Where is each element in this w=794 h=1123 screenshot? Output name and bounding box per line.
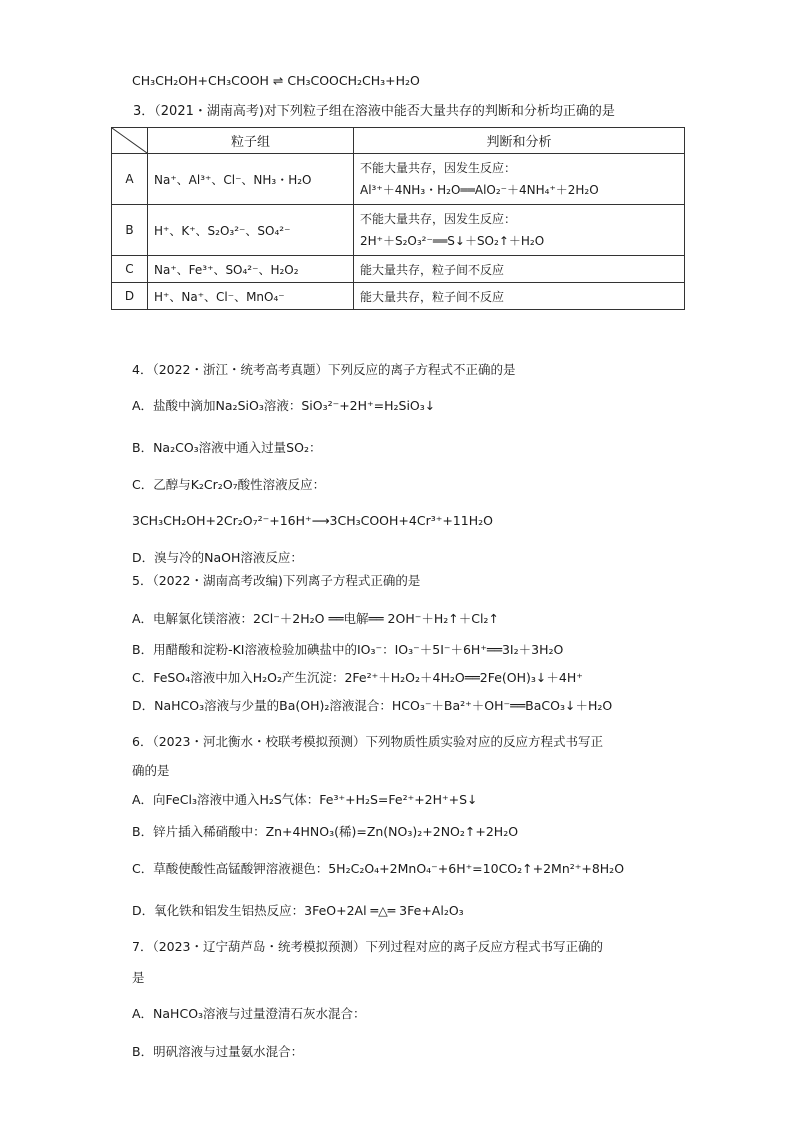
q4-option-c-equation: 3CH₃CH₂OH+2Cr₂O₇²⁻+16H⁺⟶3CH₃COOH+4Cr³⁺+11H₂O <box>132 513 493 528</box>
q5-option-c: C．FeSO₄溶液中加入H₂O₂产生沉淀：2Fe²⁺＋H₂O₂＋4H₂O══2Fe(OH)₃↓＋4H⁺ <box>132 670 583 685</box>
table-corner-cell <box>112 128 148 154</box>
q4-option-a: A．盐酸中滴加Na₂SiO₃溶液：SiO₃²⁻+2H⁺=H₂SiO₃↓ <box>132 398 436 413</box>
question-7-continued: 是 <box>132 970 145 985</box>
table-row <box>112 205 685 256</box>
option-label: C <box>112 256 148 283</box>
reaction-equation: Al³⁺＋4NH₃・H₂O══AlO₂⁻＋4NH₄⁺＋2H₂O <box>360 183 599 197</box>
ion-group: Na⁺、Fe³⁺、SO₄²⁻、H₂O₂ <box>148 256 354 283</box>
question-4: 4．（2022・浙江・统考高考真题）下列反应的离子方程式不正确的是 <box>132 362 516 377</box>
q6-option-c: C．草酸使酸性高锰酸钾溶液褪色：5H₂C₂O₄+2MnO₄⁻+6H⁺=10CO₂↑+2Mn²⁺+8H₂O <box>132 861 625 876</box>
header-ions: 粒子组 <box>148 128 354 154</box>
q7-option-b: B．明矾溶液与过量氨水混合： <box>132 1044 304 1059</box>
q5-option-a: A．电解氯化镁溶液：2Cl⁻＋2H₂O ══电解══ 2OH⁻＋H₂↑＋Cl₂↑ <box>132 611 499 626</box>
option-label: A <box>112 154 148 205</box>
q7-option-a: A．NaHCO₃溶液与过量澄清石灰水混合： <box>132 1006 366 1021</box>
q6-option-a: A．向FeCl₃溶液中通入H₂S气体：Fe³⁺+H₂S=Fe²⁺+2H⁺+S↓ <box>132 792 478 807</box>
ion-table <box>111 127 685 310</box>
judgement: 不能大量共存，因发生反应： <box>360 212 517 226</box>
analysis-cell <box>354 154 685 205</box>
judgement: 不能大量共存，因发生反应： <box>360 161 517 175</box>
q5-option-d: D．NaHCO₃溶液与少量的Ba(OH)₂溶液混合：HCO₃⁻＋Ba²⁺＋OH⁻══BaCO₃↓＋H₂O <box>132 698 613 713</box>
judgement: 能大量共存，粒子间不反应 <box>354 256 685 283</box>
header-analysis: 判断和分析 <box>354 128 685 154</box>
analysis-cell <box>354 205 685 256</box>
q5-option-b: B．用醋酸和淀粉-KI溶液检验加碘盐中的IO₃⁻：IO₃⁻＋5I⁻＋6H⁺══3I₂＋3H₂O <box>132 642 564 657</box>
question-7: 7．（2023・辽宁葫芦岛・统考模拟预测）下列过程对应的离子反应方程式书写正确的 <box>132 939 604 954</box>
q6-option-b: B．锌片插入稀硝酸中：Zn+4HNO₃(稀)=Zn(NO₃)₂+2NO₂↑+2H₂O <box>132 824 519 839</box>
q4-option-b: B．Na₂CO₃溶液中通入过量SO₂： <box>132 440 322 455</box>
q4-option-d: D．溴与冷的NaOH溶液反应： <box>132 550 303 565</box>
equation-ester: CH₃CH₂OH+CH₃COOH ⇌ CH₃COOCH₂CH₃+H₂O <box>132 73 420 88</box>
ion-group: H⁺、Na⁺、Cl⁻、MnO₄⁻ <box>148 283 354 310</box>
q6-option-d: D．氧化铁和铝发生铝热反应：3FeO+2Al ═△═ 3Fe+Al₂O₃ <box>132 903 464 918</box>
option-label: B <box>112 205 148 256</box>
question-3: 3．（2021・湖南高考)对下列粒子组在溶液中能否大量共存的判断和分析均正确的是 <box>133 104 615 119</box>
table-row <box>112 283 685 310</box>
question-6: 6．（2023・河北衡水・校联考模拟预测）下列物质性质实验对应的反应方程式书写正 <box>132 734 604 749</box>
q4-option-c: C．乙醇与K₂Cr₂O₇酸性溶液反应： <box>132 477 326 492</box>
table-row <box>112 256 685 283</box>
table-row <box>112 154 685 205</box>
option-label: D <box>112 283 148 310</box>
judgement: 能大量共存，粒子间不反应 <box>354 283 685 310</box>
ion-group: Na⁺、Al³⁺、Cl⁻、NH₃・H₂O <box>148 154 354 205</box>
question-5: 5．（2022・湖南高考改编)下列离子方程式正确的是 <box>132 573 421 588</box>
ion-group: H⁺、K⁺、S₂O₃²⁻、SO₄²⁻ <box>148 205 354 256</box>
question-6-continued: 确的是 <box>132 763 170 778</box>
reaction-equation: 2H⁺＋S₂O₃²⁻══S↓＋SO₂↑＋H₂O <box>360 234 545 248</box>
